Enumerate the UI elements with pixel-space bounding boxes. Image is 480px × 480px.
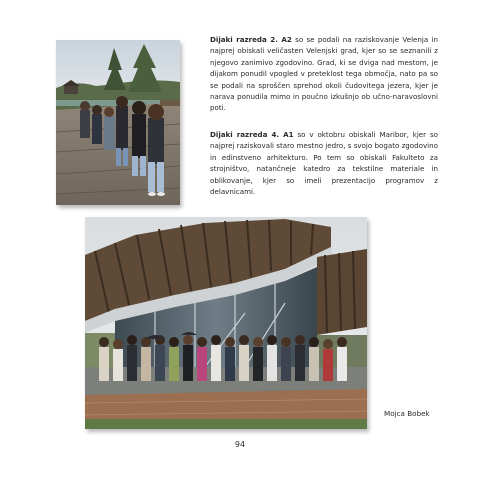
paragraph-visit-velenje xyxy=(210,34,438,114)
paragraph-body: so se podali na raziskovanje Velenja in najprej obiskali veličasten Velenjski grad, kjer so se seznanili z njegovo zanimivo zgodovino. Grad, ki se dviga nad mestom, je dijakom ponudil vpogled v preteklost tega območja, nato pa so se podali na sproščen sprehod okoli čudovitega jezera, kjer je narava ponudila mimo in poučno izkušnjo ob učno-naravoslovni poti. xyxy=(210,35,438,113)
paragraph-lead: Dijaki razreda 4. A1 xyxy=(210,130,294,139)
author-signature: Mojca Bobek xyxy=(384,409,430,418)
paragraph-visit-maribor xyxy=(210,129,438,197)
page-number: 94 xyxy=(234,440,246,449)
photo-group-at-faculty xyxy=(85,217,367,429)
paragraph-lead: Dijaki razreda 2. A2 xyxy=(210,35,292,44)
photo-students-lake-walkway xyxy=(56,40,180,205)
paragraph-body: so v oktobru obiskali Maribor, kjer so najprej raziskovali staro mestno jedro, s svojo bogato zgodovino in edinstveno arhitekturo. Po tem so obiskali Fakulteto za strojništvo, natančneje katedro za tekstilne materiale in oblikovanje, kjer so imeli prezentacijo programov z delavnicami. xyxy=(210,130,438,197)
